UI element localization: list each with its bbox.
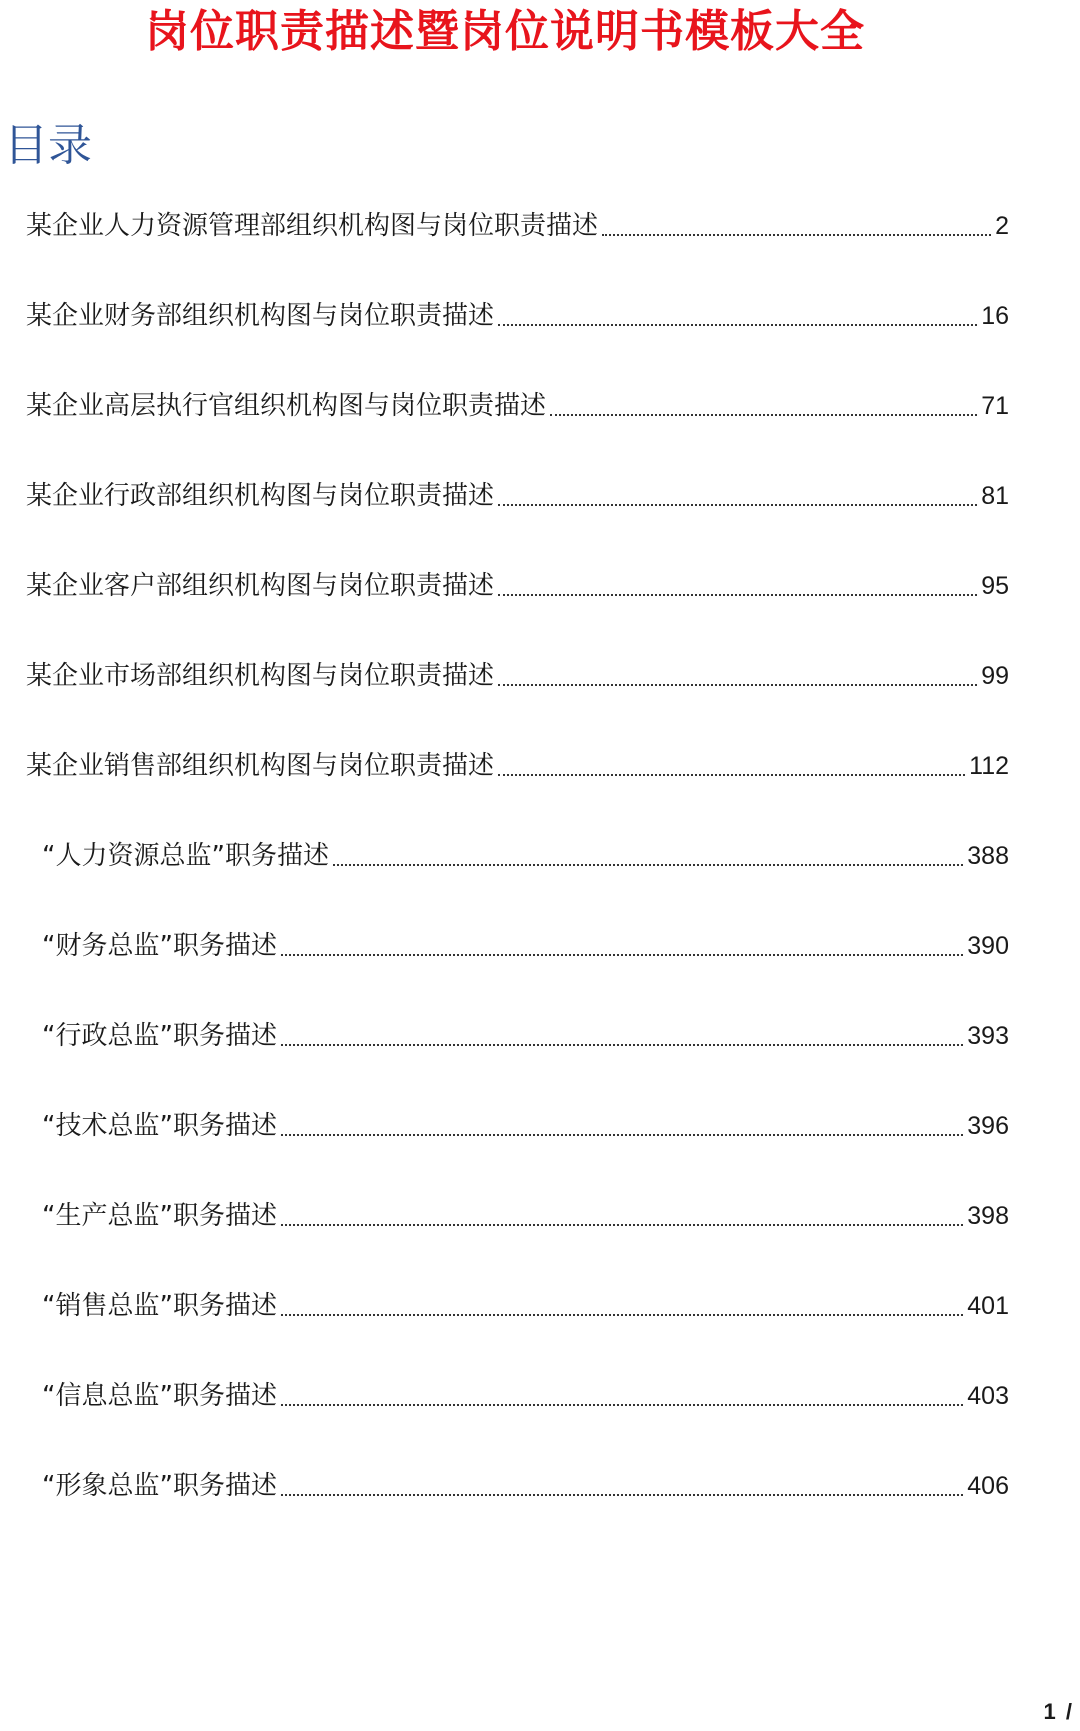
toc-entry-label: “人力资源总监”职务描述 <box>42 841 329 871</box>
toc-entry-label: 某企业行政部组织机构图与岗位职责描述 <box>26 481 495 511</box>
toc-entry-page-number: 95 <box>981 572 1009 600</box>
toc-entry[interactable] <box>26 650 1009 694</box>
toc-entry[interactable] <box>42 1010 1009 1054</box>
toc-entry[interactable] <box>26 290 1009 334</box>
toc-entry[interactable] <box>42 920 1009 964</box>
toc-entry-page-number: 396 <box>967 1112 1009 1140</box>
toc-entry[interactable] <box>26 560 1009 604</box>
toc-entry[interactable] <box>42 1460 1009 1504</box>
toc-entry-page-number: 112 <box>969 752 1009 780</box>
toc-entry-page-number: 401 <box>967 1292 1009 1320</box>
toc-dot-leader <box>602 234 991 236</box>
toc-dot-leader <box>498 594 977 596</box>
toc-entry-label: “生产总监”职务描述 <box>42 1201 277 1231</box>
toc-heading: 目录 <box>4 120 92 171</box>
toc-entry[interactable] <box>42 1100 1009 1144</box>
page-number: 1 / <box>1043 1699 1074 1724</box>
toc-dot-leader <box>498 774 965 776</box>
toc-dot-leader <box>333 864 963 866</box>
toc-entry-label: 某企业高层执行官组织机构图与岗位职责描述 <box>26 391 547 421</box>
toc-dot-leader <box>281 1404 963 1406</box>
toc-entry-label: “形象总监”职务描述 <box>42 1471 277 1501</box>
document-title: 岗位职责描述暨岗位说明书模板大全 <box>145 6 865 57</box>
toc-entry[interactable] <box>26 470 1009 514</box>
toc-dot-leader <box>281 1134 963 1136</box>
toc-entry[interactable] <box>42 830 1009 874</box>
toc-entry-page-number: 403 <box>967 1382 1009 1410</box>
toc-entry-page-number: 71 <box>981 392 1009 420</box>
toc-dot-leader <box>281 954 963 956</box>
toc-entry-page-number: 388 <box>967 842 1009 870</box>
toc-entry-label: “销售总监”职务描述 <box>42 1291 277 1321</box>
toc-dot-leader <box>281 1314 963 1316</box>
toc-entry-label: 某企业客户部组织机构图与岗位职责描述 <box>26 571 495 601</box>
toc-entry[interactable] <box>42 1370 1009 1414</box>
toc-entry[interactable] <box>42 1190 1009 1234</box>
toc-dot-leader <box>498 324 977 326</box>
toc-dot-leader <box>498 684 977 686</box>
toc-entry-page-number: 406 <box>967 1472 1009 1500</box>
toc-entry-label: 某企业市场部组织机构图与岗位职责描述 <box>26 661 495 691</box>
toc-entry-page-number: 393 <box>967 1022 1009 1050</box>
toc-dot-leader <box>281 1044 963 1046</box>
toc-dot-leader <box>498 504 977 506</box>
toc-entry[interactable] <box>42 1280 1009 1324</box>
toc-entry-page-number: 390 <box>967 932 1009 960</box>
toc-entry-label: “行政总监”职务描述 <box>42 1021 277 1051</box>
toc-entry-label: 某企业人力资源管理部组织机构图与岗位职责描述 <box>26 211 599 241</box>
toc-entry-label: “技术总监”职务描述 <box>42 1111 277 1141</box>
toc-entry-label: “财务总监”职务描述 <box>42 931 277 961</box>
toc-entry-label: “信息总监”职务描述 <box>42 1381 277 1411</box>
toc-dot-leader <box>281 1224 963 1226</box>
toc-entry-page-number: 2 <box>995 212 1009 240</box>
toc-dot-leader <box>550 414 977 416</box>
toc-entry[interactable] <box>26 200 1009 244</box>
toc-entry-page-number: 81 <box>981 482 1009 510</box>
toc-entry-page-number: 16 <box>981 302 1009 330</box>
toc-entry[interactable] <box>26 380 1009 424</box>
toc-entry-page-number: 99 <box>981 662 1009 690</box>
toc-entry-page-number: 398 <box>967 1202 1009 1230</box>
toc-entry-label: 某企业财务部组织机构图与岗位职责描述 <box>26 301 495 331</box>
toc-entry-label: 某企业销售部组织机构图与岗位职责描述 <box>26 751 495 781</box>
toc-entry[interactable] <box>26 740 1009 784</box>
toc-dot-leader <box>281 1494 963 1496</box>
